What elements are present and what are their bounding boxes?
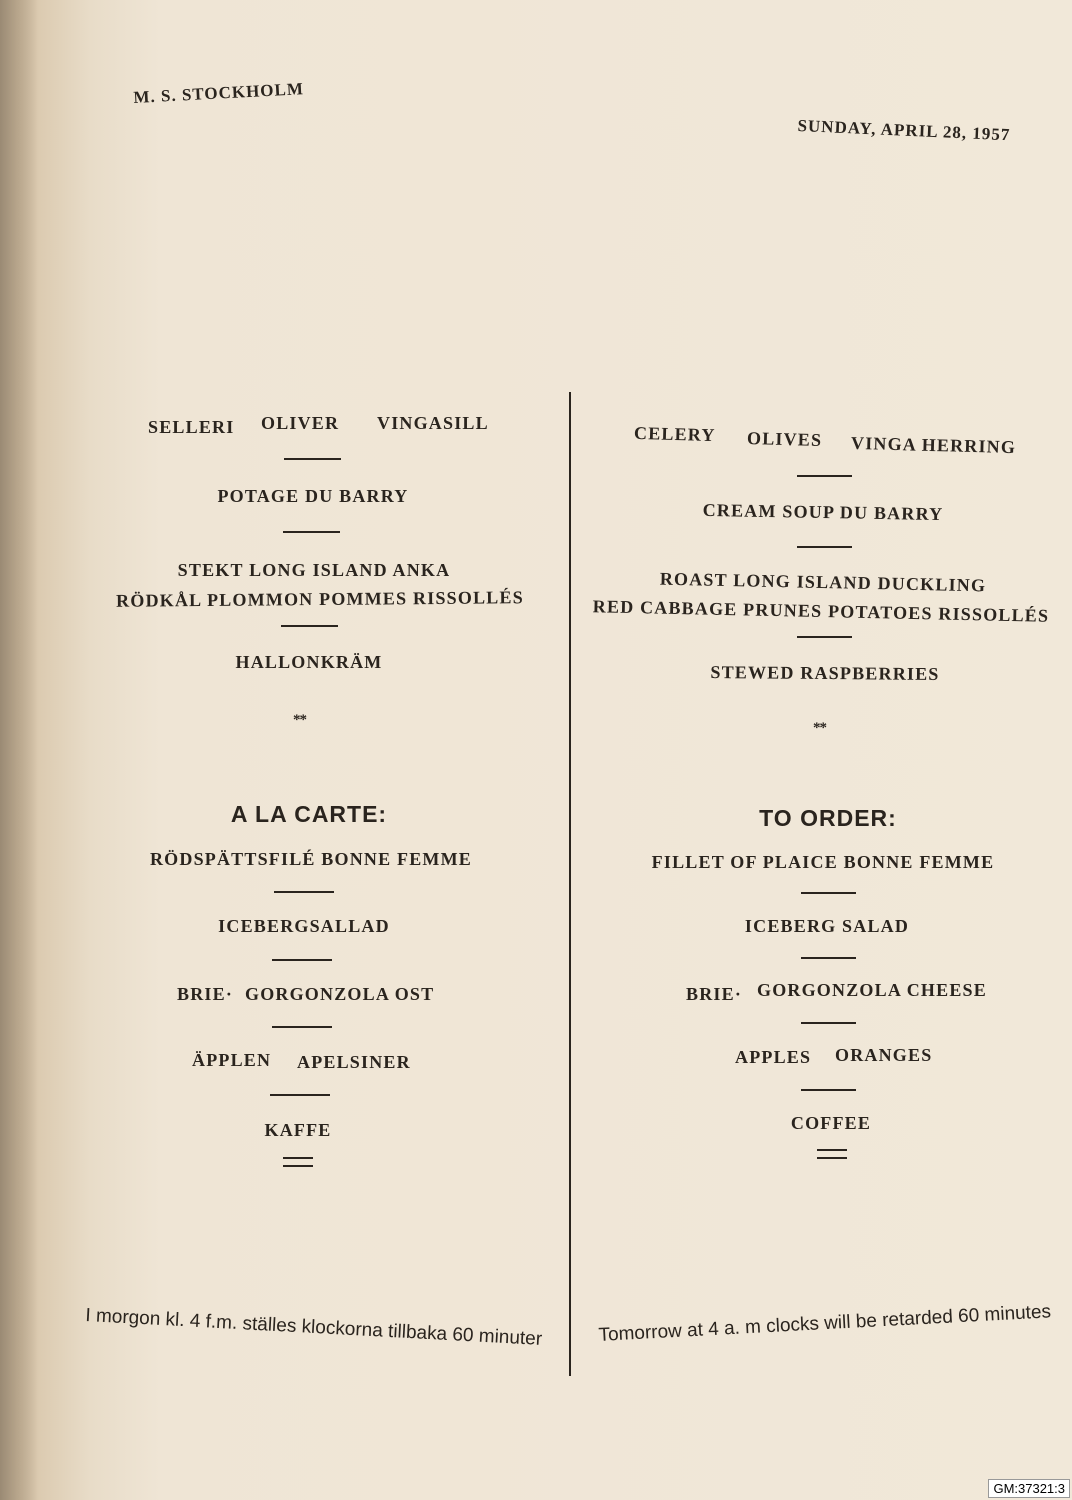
book-spine-shadow <box>0 0 38 1500</box>
sv-main-line1: STEKT LONG ISLAND ANKA <box>177 560 451 580</box>
sv-alacarte-title: A LA CARTE: <box>230 801 388 827</box>
en-starter-1: CELERY <box>633 422 716 446</box>
rule <box>801 892 856 894</box>
sv-starter-3: VINGASILL <box>377 413 489 433</box>
sv-fruit-1: ÄPPLEN <box>192 1050 272 1070</box>
rule <box>797 546 852 548</box>
sv-starter-1: SELLERI <box>148 417 235 437</box>
sv-salad: ICEBERGSALLAD <box>218 916 390 936</box>
rule <box>801 1089 856 1091</box>
en-starter-2: OLIVES <box>746 428 823 450</box>
sv-dessert: HALLONKRÄM <box>235 652 383 672</box>
rule <box>801 957 856 959</box>
column-divider <box>569 392 571 1376</box>
sv-main-line2: RÖDKÅL PLOMMON POMMES RISSOLLÉS <box>116 587 524 611</box>
en-soup: CREAM SOUP DU BARRY <box>702 499 944 525</box>
sv-fish: RÖDSPÄTTSFILÉ BONNE FEMME <box>149 849 473 869</box>
menu-date: SUNDAY, APRIL 28, 1957 <box>797 116 1011 145</box>
archive-tag: GM:37321:3 <box>988 1479 1070 1498</box>
rule <box>797 475 852 477</box>
sv-soup: POTAGE DU BARRY <box>217 486 409 506</box>
en-fruit-2: ORANGES <box>835 1045 933 1065</box>
en-starter-3: VINGA HERRING <box>850 432 1017 458</box>
rule <box>270 1094 330 1096</box>
en-dessert: STEWED RASPBERRIES <box>710 662 940 684</box>
en-fruit-1: APPLES <box>735 1047 812 1067</box>
en-coffee: COFFEE <box>790 1113 872 1133</box>
sv-cheese-2: GORGONZOLA OST <box>245 984 435 1004</box>
en-toorder-title: TO ORDER: <box>759 805 897 831</box>
rule <box>281 625 338 627</box>
en-fish: FILLET OF PLAICE BONNE FEMME <box>651 852 995 872</box>
double-rule <box>283 1157 313 1167</box>
sv-starter-2: OLIVER <box>261 413 340 433</box>
sv-coffee: KAFFE <box>264 1120 332 1140</box>
en-clock-note: Tomorrow at 4 a. m clocks will be retarded 60 minutes <box>598 1301 1052 1346</box>
rule <box>797 636 852 638</box>
rule <box>272 959 332 961</box>
en-main-line2: RED CABBAGE PRUNES POTATOES RISSOLLÉS <box>592 596 1050 626</box>
rule <box>283 531 340 533</box>
en-cheese-2: GORGONZOLA CHEESE <box>757 980 987 1000</box>
rule <box>272 1026 332 1028</box>
rule <box>801 1022 856 1024</box>
en-main-line1: ROAST LONG ISLAND DUCKLING <box>659 568 987 596</box>
sv-cheese-1: BRIE· <box>177 984 234 1004</box>
sv-stars: ** <box>293 712 306 728</box>
ship-name: M. S. STOCKHOLM <box>133 79 305 107</box>
sv-fruit-2: APELSINER <box>297 1052 411 1072</box>
en-stars: ** <box>813 720 826 736</box>
sv-clock-note: I morgon kl. 4 f.m. ställes klockorna tillbaka 60 minuter <box>84 1305 543 1350</box>
en-cheese-1: BRIE· <box>686 984 743 1004</box>
en-salad: ICEBERG SALAD <box>744 916 910 936</box>
rule <box>274 891 334 893</box>
double-rule <box>817 1149 847 1159</box>
rule <box>284 458 341 460</box>
